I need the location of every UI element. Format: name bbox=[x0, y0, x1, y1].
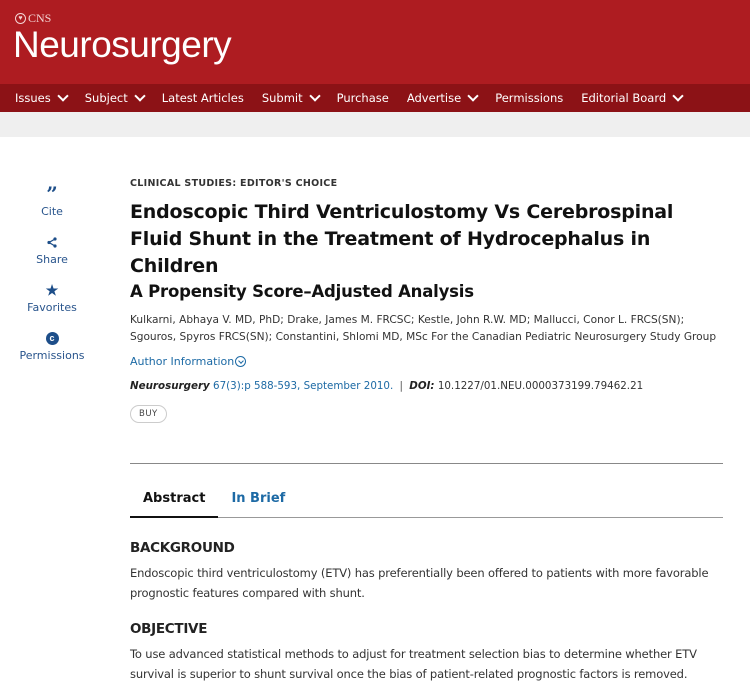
nav-label: Permissions bbox=[495, 91, 564, 105]
author-information-toggle[interactable] bbox=[130, 355, 723, 368]
tool-label: Share bbox=[36, 253, 68, 266]
cite-button[interactable] bbox=[0, 182, 104, 218]
abstract-background bbox=[130, 540, 723, 603]
article-tools bbox=[0, 182, 104, 377]
nav-label: Advertise bbox=[406, 91, 462, 105]
nav-subject[interactable] bbox=[85, 91, 144, 105]
citation-volume-link[interactable]: 67(3):p 588-593, September 2010. bbox=[213, 380, 394, 392]
tab-abstract[interactable]: Abstract bbox=[130, 488, 218, 518]
copyright-icon: c bbox=[46, 329, 59, 347]
chevron-circle-down-icon bbox=[235, 356, 246, 367]
journal-logo[interactable]: Neurosurgery bbox=[13, 24, 232, 65]
section-text: Endoscopic third ventriculostomy (ETV) has preferentially been offered to patients with more favorable prognostic features compared with shunt. bbox=[130, 566, 709, 600]
section-text: To use advanced statistical methods to adjust for treatment selection bias to determine whether ETV survival is superior to shunt survival once the bias of patient-related prognostic factors is removed. bbox=[130, 647, 697, 681]
citation-journal: Neurosurgery bbox=[130, 380, 210, 392]
section-heading: OBJECTIVE bbox=[130, 621, 208, 637]
nav-latest-articles[interactable] bbox=[162, 91, 244, 105]
nav-permissions[interactable] bbox=[495, 91, 563, 105]
section-heading: BACKGROUND bbox=[130, 540, 235, 556]
nav-label: Issues bbox=[15, 91, 51, 105]
chevron-down-icon bbox=[673, 90, 684, 101]
org-label: CNS bbox=[28, 11, 52, 25]
author-information-label: Author Information bbox=[130, 355, 235, 368]
tool-label: Favorites bbox=[27, 301, 77, 314]
content-tabs bbox=[130, 488, 723, 518]
tab-in-brief[interactable]: In Brief bbox=[231, 491, 286, 506]
nav-purchase[interactable] bbox=[337, 91, 389, 105]
article-title: Endoscopic Third Ventriculostomy Vs Cerebrospinal Fluid Shunt in the Treatment of Hydrocephalus in Children bbox=[130, 201, 674, 277]
share-icon bbox=[47, 233, 57, 251]
article-subtitle: A Propensity Score–Adjusted Analysis bbox=[130, 282, 474, 301]
nav-label: Latest Articles bbox=[161, 91, 244, 105]
nav-submit[interactable] bbox=[262, 91, 319, 105]
citation-separator: | bbox=[399, 380, 404, 392]
nav-advertise[interactable] bbox=[407, 91, 477, 105]
cns-emblem-icon: ♥ bbox=[15, 13, 26, 24]
main-nav bbox=[0, 84, 750, 112]
doi-label: DOI: bbox=[409, 380, 435, 392]
grey-band bbox=[0, 112, 750, 137]
share-button[interactable] bbox=[0, 233, 104, 266]
divider bbox=[130, 463, 723, 464]
site-header bbox=[0, 0, 750, 84]
star-icon: ★ bbox=[45, 281, 59, 298]
nav-label: Purchase bbox=[336, 91, 389, 105]
nav-label: Submit bbox=[261, 91, 303, 105]
article-category: CLINICAL STUDIES: EDITOR'S CHOICE bbox=[130, 178, 338, 189]
permissions-button[interactable] bbox=[0, 329, 104, 362]
author-list: Kulkarni, Abhaya V. MD, PhD; Drake, James M. FRCSC; Kestle, John R.W. MD; Mallucci, Conor L. FRCS(SN); Sgouros, Spyros FRCS(SN); Constantini, Shlomi MD, MSc For the Canadian Pediatric Neurosurgery Study Group bbox=[130, 314, 717, 343]
nav-issues[interactable] bbox=[15, 91, 67, 105]
nav-label: Subject bbox=[84, 91, 128, 105]
buy-button[interactable]: BUY bbox=[130, 405, 167, 423]
favorites-button[interactable] bbox=[0, 281, 104, 314]
quote-icon: ” bbox=[46, 182, 58, 206]
chevron-down-icon bbox=[309, 90, 320, 101]
nav-editorial-board[interactable] bbox=[581, 91, 682, 105]
abstract-objective bbox=[130, 621, 723, 684]
doi-value: 10.1227/01.NEU.0000373199.79462.21 bbox=[437, 380, 644, 392]
chevron-down-icon bbox=[468, 90, 479, 101]
tool-label: Cite bbox=[41, 205, 63, 218]
chevron-down-icon bbox=[57, 90, 68, 101]
citation-line bbox=[130, 380, 723, 392]
article-header bbox=[130, 178, 723, 423]
chevron-down-icon bbox=[134, 90, 145, 101]
tool-label: Permissions bbox=[19, 349, 85, 362]
nav-label: Editorial Board bbox=[581, 91, 667, 105]
